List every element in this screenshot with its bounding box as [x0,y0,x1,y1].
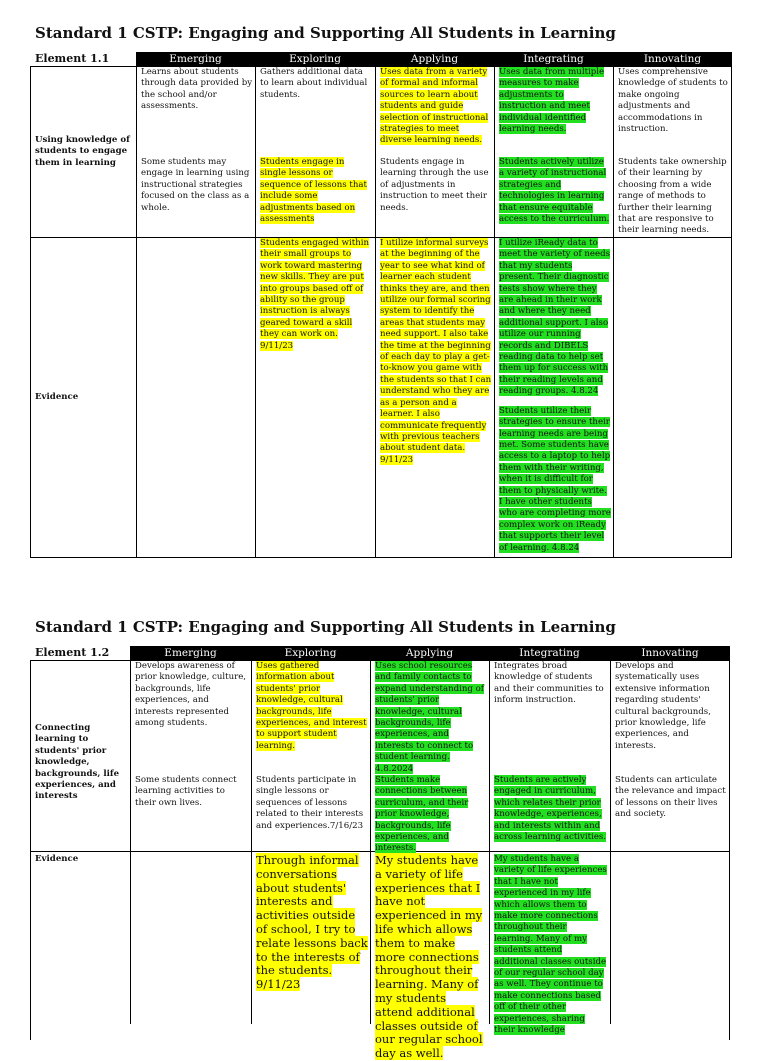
section1-row-label: Using knowledge of students to engage them in learning [35,135,130,168]
section1-header-row [136,52,732,66]
s2-teacher-applying: Uses school resources and family contacts to expand understanding of students' prior knowledge, cultural backgrounds, life experiences, and interests to connect to student learning. 4.8.2024 [375,661,484,774]
s2-teacher-emerging: Develops awareness of prior knowledge, culture, backgrounds, life experiences, and interests represented among students. [135,661,247,729]
s1-evidence-applying: I utilize informal surveys at the beginning of the year to see what kind of learner each student thinks they are, and then utilize our formal scoring system to identify the areas that students may need support. I also take the time at the beginning of each day to play a get-to-know you game with the students so that I can understand who they are as a person and a learner. I also communicate frequently with previous teachers about student data. 9/11/23 [380,238,492,465]
section1-element-label: Element 1.1 [35,52,110,65]
s1-teacher-integrating: Uses data from multiple measures to make adjustments to instruction and meet individual identified learning needs. [499,67,605,135]
s1-teacher-innovating: Uses comprehensive knowledge of students to make ongoing adjustments and accommodations in instruction. [618,67,728,135]
s1-student-innovating: Students take ownership of their learning by choosing from a wide range of methods to further their learning that are responsive to their learning needs. [618,157,727,236]
s2-student-innovating: Students can articulate the relevance and impact of lessons on their lives and society. [615,775,726,820]
header-emerging: Emerging [169,53,222,65]
header-emerging: Emerging [164,647,217,659]
header-applying: Applying [405,647,454,659]
header-integrating: Integrating [523,53,584,65]
section2-title: Standard 1 CSTP: Engaging and Supporting All Students in Learning [35,618,616,636]
s1-evidence-integrating: I utilize iReady data to meet the variety of needs that my students present. Their diagnostic tests show where they are ahead in their work and where they need additional support. I also utilize our running records and DIBELS reading data to help set them up for success with their reading levels and reading groups. 4.8.24 Students utilize their strategies to ensure their learning needs are being met. Some students have access to a laptop to help them with their writing, when it is difficult for them to physically write. I have other students who are completing more complex work on iReady that supports their level of learning. 4.8.24 [499,238,611,553]
s2-student-integrating: Students are actively engaged in curriculum, which relates their prior knowledge, experiences, and interests within and across learning activities. [494,775,607,843]
s2-teacher-integrating: Integrates broad knowledge of students and their communities to inform instruction. [494,661,604,706]
section1-title: Standard 1 CSTP: Engaging and Supporting All Students in Learning [35,24,616,42]
s1-teacher-emerging: Learns about students through data provided by the school and/or assessments. [141,67,253,112]
header-innovating: Innovating [641,647,699,659]
section2-row-label: Connecting learning to students' prior knowledge, backgrounds, life experiences, and interests [35,723,120,802]
s2-student-exploring: Students participate in single lessons or sequences of lessons related to their interests and experiences.7/16/23 [256,775,364,831]
s2-teacher-innovating: Develops and systematically uses extensive information regarding students' cultural backgrounds, prior knowledge, life experiences, and interests. [615,661,711,751]
s1-teacher-exploring: Gathers additional data to learn about individual students. [260,67,368,100]
section2-header-row [130,646,730,660]
s2-evidence-applying: My students have a variety of life experiences that I have not experienced in my life which allows them to make more connections throughout their learning. Many of my students attend additional classes outside of our regular school day as well. [375,853,483,1061]
header-exploring: Exploring [284,647,337,659]
header-exploring: Exploring [289,53,341,65]
s1-student-emerging: Some students may engage in learning using instructional strategies focused on the class as a whole. [141,157,250,213]
section2-element-label: Element 1.2 [35,646,110,659]
s2-evidence-integrating: My students have a variety of life experiences that I have not experienced in my life which allows them to make more connections throughout their learning. Many of my students attend additional classes outside of our regular school day as well. They continue to make connections based off of their other experiences, sharing their knowledge [494,854,607,1036]
s1-student-applying: Students engage in learning through the use of adjustments in instruction to meet their needs. [380,157,489,213]
section1-evidence-label: Evidence [35,392,79,402]
s2-teacher-exploring: Uses gathered information about students' prior knowledge, cultural backgrounds, life experiences, and interest to support student learning. [256,661,367,751]
header-innovating: Innovating [643,53,702,65]
section2-evidence-label: Evidence [35,854,79,864]
s1-teacher-applying: Uses data from a variety of formal and informal sources to learn about students and guide selection of instructional strategies to meet diverse learning needs. [380,67,489,146]
s1-evidence-exploring: Students engaged within their small groups to work toward mastering new skills. They are put into groups based off of ability so the group instruction is always geared toward a skill they can work on. 9/11/23 [260,238,370,351]
s2-evidence-exploring: Through informal conversations about students' interests and activities outside of school, I try to relate lessons back to the interests of the students. 9/11/23 [256,853,368,992]
s1-student-exploring: Students engage in single lessons or sequence of lessons that include some adjustments based on assessments [260,157,367,225]
s2-student-applying: Students make connections between curriculum, and their prior knowledge, backgrounds, life experiences, and interests. [375,775,469,854]
s2-student-emerging: Some students connect learning activities to their own lives. [135,775,237,808]
s1-student-integrating: Students actively utilize a variety of instructional strategies and technologies in learning that ensure equitable access to the curriculum. [499,157,610,225]
header-integrating: Integrating [519,647,580,659]
header-applying: Applying [410,53,459,65]
